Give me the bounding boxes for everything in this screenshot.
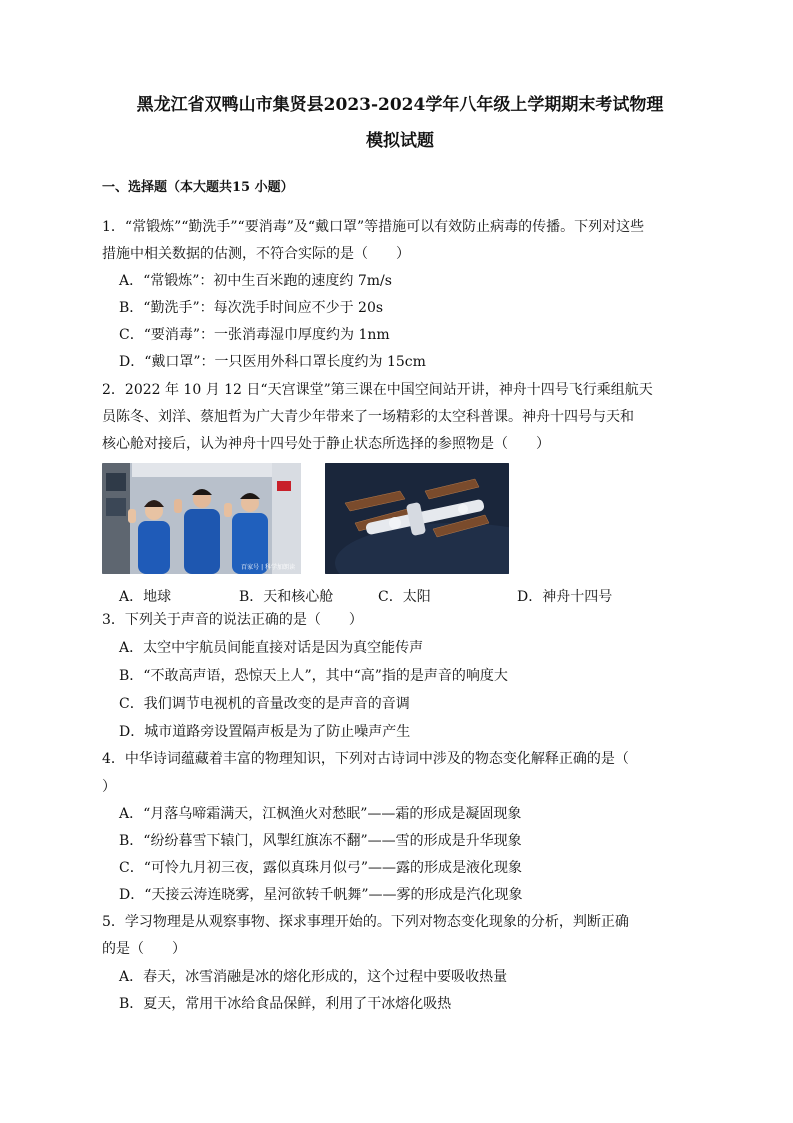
q1-option-d: D．“戴口罩”：一只医用外科口罩长度约为 15cm bbox=[119, 354, 426, 370]
q5-stem-line1: 5．学习物理是从观察事物、探求事理开始的。下列对物态变化现象的分析，判断正确 bbox=[102, 914, 629, 930]
page-subtitle: 模拟试题 bbox=[366, 131, 434, 151]
q4-option-c: C．“可怜九月初三夜，露似真珠月似弓”——露的形成是液化现象 bbox=[119, 860, 523, 876]
astronauts-photo bbox=[102, 463, 301, 574]
q2-option-b: B．天和核心舱 bbox=[239, 589, 334, 605]
q1-option-b: B．“勤洗手”：每次洗手时间应不少于 20s bbox=[119, 300, 384, 316]
q3-option-b: B．“不敢高声语，恐惊天上人”，其中“高”指的是声音的响度大 bbox=[119, 668, 508, 684]
q5-option-a: A．春天，冰雪消融是冰的熔化形成的，这个过程中要吸收热量 bbox=[119, 969, 508, 985]
photo-watermark: 百家号 | 科学加朗读 bbox=[241, 564, 295, 571]
q2-option-d: D．神舟十四号 bbox=[517, 589, 613, 605]
section-heading: 一、选择题（本大题共15 小题） bbox=[102, 180, 294, 195]
q4-stem-line1: 4．中华诗词蕴藏着丰富的物理知识，下列对古诗词中涉及的物态变化解释正确的是（ bbox=[102, 751, 629, 767]
q4-stem-line2: ） bbox=[102, 779, 116, 795]
space-station-image bbox=[325, 463, 509, 574]
q2-stem-line3: 核心舱对接后，认为神舟十四号处于静止状态所选择的参照物是（ ） bbox=[102, 436, 550, 452]
q2-option-c: C．太阳 bbox=[378, 589, 431, 605]
q2-stem-line2: 员陈冬、刘洋、蔡旭哲为广大青少年带来了一场精彩的太空科普课。神舟十四号与天和 bbox=[102, 409, 634, 425]
q1-option-c: C．“要消毒”：一张消毒湿巾厚度约为 1nm bbox=[119, 327, 390, 343]
q1-option-a: A．“常锻炼”：初中生百米跑的速度约 7m/s bbox=[119, 273, 392, 289]
q2-option-a: A．地球 bbox=[119, 589, 172, 605]
q3-stem: 3．下列关于声音的说法正确的是（ ） bbox=[102, 612, 363, 628]
q4-option-a: A．“月落乌啼霜满天，江枫渔火对愁眠”——霜的形成是凝固现象 bbox=[119, 806, 522, 822]
q3-option-c: C．我们调节电视机的音量改变的是声音的音调 bbox=[119, 696, 410, 712]
q4-option-d: D．“天接云涛连晓雾，星河欲转千帆舞”——雾的形成是汽化现象 bbox=[119, 887, 523, 903]
q3-option-d: D．城市道路旁设置隔声板是为了防止噪声产生 bbox=[119, 724, 411, 740]
q1-stem-line1: 1．“常锻炼”“勤洗手”“要消毒”及“戴口罩”等措施可以有效防止病毒的传播。下列对这些 bbox=[102, 219, 645, 235]
q5-stem-line2: 的是（ ） bbox=[102, 941, 186, 957]
q2-stem-line1: 2．2022 年 10 月 12 日“天宫课堂”第三课在中国空间站开讲，神舟十四号飞行乘组航天 bbox=[102, 382, 653, 398]
q5-option-b: B．夏天，常用干冰给食品保鲜，利用了干冰熔化吸热 bbox=[119, 996, 452, 1012]
page-title: 黑龙江省双鸭山市集贤县2023-2024学年八年级上学期期末考试物理 bbox=[136, 95, 664, 115]
q4-option-b: B．“纷纷暮雪下辕门，风掣红旗冻不翻”——雪的形成是升华现象 bbox=[119, 833, 522, 849]
q1-stem-line2: 措施中相关数据的估测，不符合实际的是（ ） bbox=[102, 246, 410, 262]
q3-option-a: A．太空中宇航员间能直接对话是因为真空能传声 bbox=[119, 640, 424, 656]
